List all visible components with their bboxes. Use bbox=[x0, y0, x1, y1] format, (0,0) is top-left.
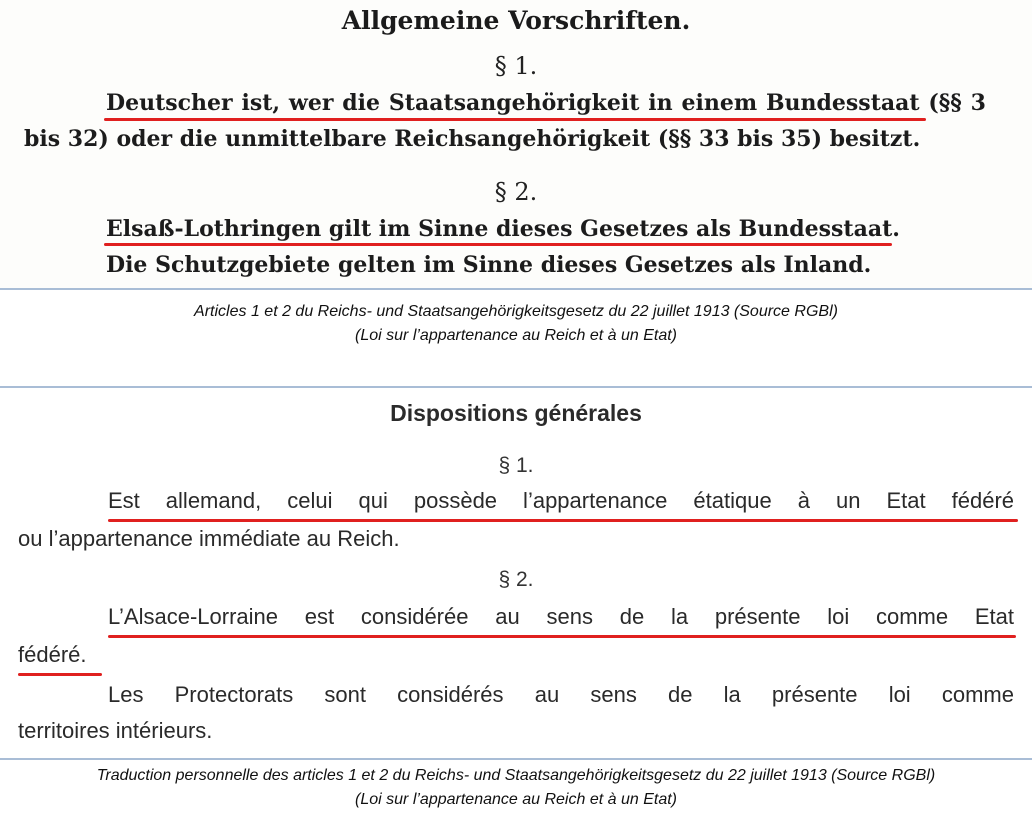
french-section-2-line-3: Les Protectorats sont considérés au sens de la présente loi comme bbox=[108, 682, 1014, 707]
french-section-1-line-1: Est allemand, celui qui possède l’appartenance étatique à un Etat fédéré bbox=[108, 488, 1014, 513]
german-section-2-underline bbox=[104, 243, 892, 246]
caption-original-line-2: (Loi sur l’appartenance au Reich et à un Etat) bbox=[355, 327, 677, 344]
french-section-2-line-4: territoires intérieurs. bbox=[18, 718, 213, 743]
french-title: Dispositions générales bbox=[390, 400, 642, 426]
french-section-1-heading: § 1. bbox=[498, 454, 534, 477]
german-section-1-line-2: bis 32) oder die unmittelbare Reichsangehörigkeit (§§ 33 bis 35) besitzt. bbox=[24, 126, 921, 152]
french-section-1-line-2: ou l’appartenance immédiate au Reich. bbox=[18, 526, 400, 551]
german-section-2-line-2: Die Schutzgebiete gelten im Sinne dieses Gesetzes als Inland. bbox=[106, 252, 872, 278]
german-section-2-line-1: Elsaß-Lothringen gilt im Sinne dieses Gesetzes als Bundesstaat. bbox=[106, 216, 900, 242]
separator-rule bbox=[0, 758, 1032, 760]
german-section-2-heading: § 2. bbox=[494, 178, 538, 206]
german-section-1-heading: § 1. bbox=[494, 52, 538, 80]
french-translation bbox=[0, 388, 1032, 758]
caption-translation bbox=[0, 764, 1032, 812]
french-section-2-line-1: L’Alsace-Lorraine est considérée au sens de la présente loi comme Etat bbox=[108, 604, 1014, 629]
separator-rule bbox=[0, 288, 1032, 290]
caption-translation-line-1: Traduction personnelle des articles 1 et 2 du Reichs- und Staatsangehörigkeitsgesetz du 22 juillet 1913 (Source RGBl) bbox=[96, 767, 936, 784]
caption-original bbox=[0, 300, 1032, 348]
caption-translation-line-2: (Loi sur l’appartenance au Reich et à un Etat) bbox=[355, 791, 677, 808]
german-section-1-line-1: Deutscher ist, wer die Staatsangehörigkeit in einem Bundesstaat (§§ 3 bbox=[106, 90, 986, 116]
french-section-2-underline-continued bbox=[18, 673, 102, 676]
french-section-2-heading: § 2. bbox=[498, 568, 534, 591]
french-section-1-underline bbox=[108, 519, 1018, 522]
french-section-2-underline bbox=[108, 635, 1016, 638]
french-section-2-line-2: fédéré. bbox=[18, 642, 87, 667]
german-title: Allgemeine Vorschriften. bbox=[341, 6, 691, 35]
german-section-1-underline bbox=[104, 118, 926, 121]
caption-original-line-1: Articles 1 et 2 du Reichs- und Staatsangehörigkeitsgesetz du 22 juillet 1913 (Source RGBl) bbox=[194, 303, 838, 320]
german-excerpt bbox=[0, 0, 1032, 288]
